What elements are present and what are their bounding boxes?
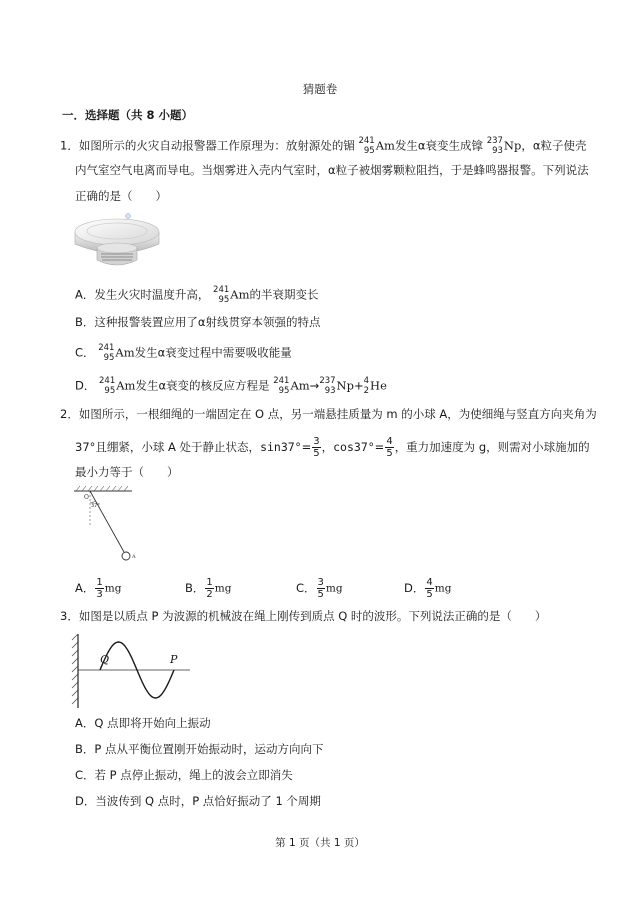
q3-option-a[interactable]: A．Q 点即将开始向上振动 [75, 716, 211, 730]
q2-option-d[interactable]: D． $\frac{4}{5}$ mg [404, 577, 452, 600]
ball-a [122, 552, 130, 560]
section-heading: 一．选择题（共 8 小题） [62, 108, 194, 122]
q1-option-d[interactable]: D． 241 95 Am发生α衰变的核反应方程是 241 95 Am→ 237 93 Np+ 4 2 He [75, 376, 387, 396]
cos-fraction: $\frac{4}{5}$ [386, 436, 393, 459]
q3-number: 3． [60, 609, 79, 623]
q2-line2: 37°且绷紧，小球 A 处于静止状态，sin37°= $\frac{3}{5}$ ，cos37°= $\frac{4}{5}$ ，重力加速度为 g，则需对小球施加的 [75, 436, 590, 459]
arrow-symbol: → [309, 378, 320, 393]
point-a-label: A [132, 554, 136, 560]
q1-line1 [60, 136, 586, 156]
q3-option-c[interactable]: C．若 P 点停止振动，绳上的波会立即消失 [75, 768, 293, 782]
q1-line3: 正确的是（ ） [75, 189, 167, 203]
ceiling-hatch [76, 486, 128, 491]
q3-option-b[interactable]: B．P 点从平衡位置刚开始振动时，运动方向向下 [75, 742, 324, 756]
point-p-label: P [170, 653, 178, 666]
pendulum-figure [72, 486, 152, 570]
q1-text-part3: ，α粒子使壳 [521, 138, 587, 153]
q2-option-a[interactable]: A． $\frac{1}{3}$ mg [75, 577, 122, 600]
angle-label: 37° [91, 503, 100, 509]
smoke-detector-image [72, 210, 162, 276]
q1-option-c[interactable]: C． 241 95 Am发生α衰变过程中需要吸收能量 [75, 343, 292, 363]
rope [90, 491, 124, 552]
page-footer: 第 1 页（共 1 页） [275, 837, 365, 849]
q1-number: 1． [60, 138, 79, 153]
nuclide-am: 241 95 Am [358, 136, 395, 156]
page-title: 猜题卷 [302, 82, 338, 96]
nuclide-np: 237 93 Np [486, 136, 522, 156]
q1-text-part1: 如图所示的火灾自动报警器工作原理为：放射源处的镅 [78, 138, 355, 153]
q3-option-d[interactable]: D．当波传到 Q 点时，P 点恰好振动了 1 个周期 [75, 794, 321, 808]
q1-text-part2: 发生α衰变生成镎 [394, 138, 484, 153]
point-q-label: Q [100, 653, 110, 666]
q3-line1: 3．如图是以质点 P 为波源的机械波在绳上刚传到质点 Q 时的波形。下列说法正确的是（ ） [60, 609, 547, 623]
q1-option-a[interactable]: A．发生火灾时温度升高， 241 95 Am的半衰期变长 [75, 285, 319, 305]
q1-line2: 内气室空气电离而导电。当烟雾进入壳内气室时，α粒子被烟雾颗粒阻挡，于是蜂鸣器报警。下列说法 [75, 163, 589, 177]
point-o-label: O [84, 494, 89, 501]
q2-line3: 最小力等于（ ） [75, 465, 179, 479]
q2-line1: 2．如图所示，一根细绳的一端固定在 O 点，另一端悬挂质量为 m 的小球 A，为使细绳与竖直方向夹角为 [60, 407, 597, 421]
q1-option-b[interactable]: B．这种报警装置应用了α射线贯穿本领强的特点 [75, 315, 321, 329]
q2-option-b[interactable]: B． $\frac{1}{2}$ mg [185, 577, 232, 600]
q2-option-c[interactable]: C． $\frac{3}{5}$ mg [296, 577, 343, 600]
wave-figure [70, 632, 195, 710]
wall-hatch [72, 634, 78, 704]
sin-fraction: $\frac{3}{5}$ [313, 436, 320, 459]
q2-number: 2． [60, 407, 79, 421]
